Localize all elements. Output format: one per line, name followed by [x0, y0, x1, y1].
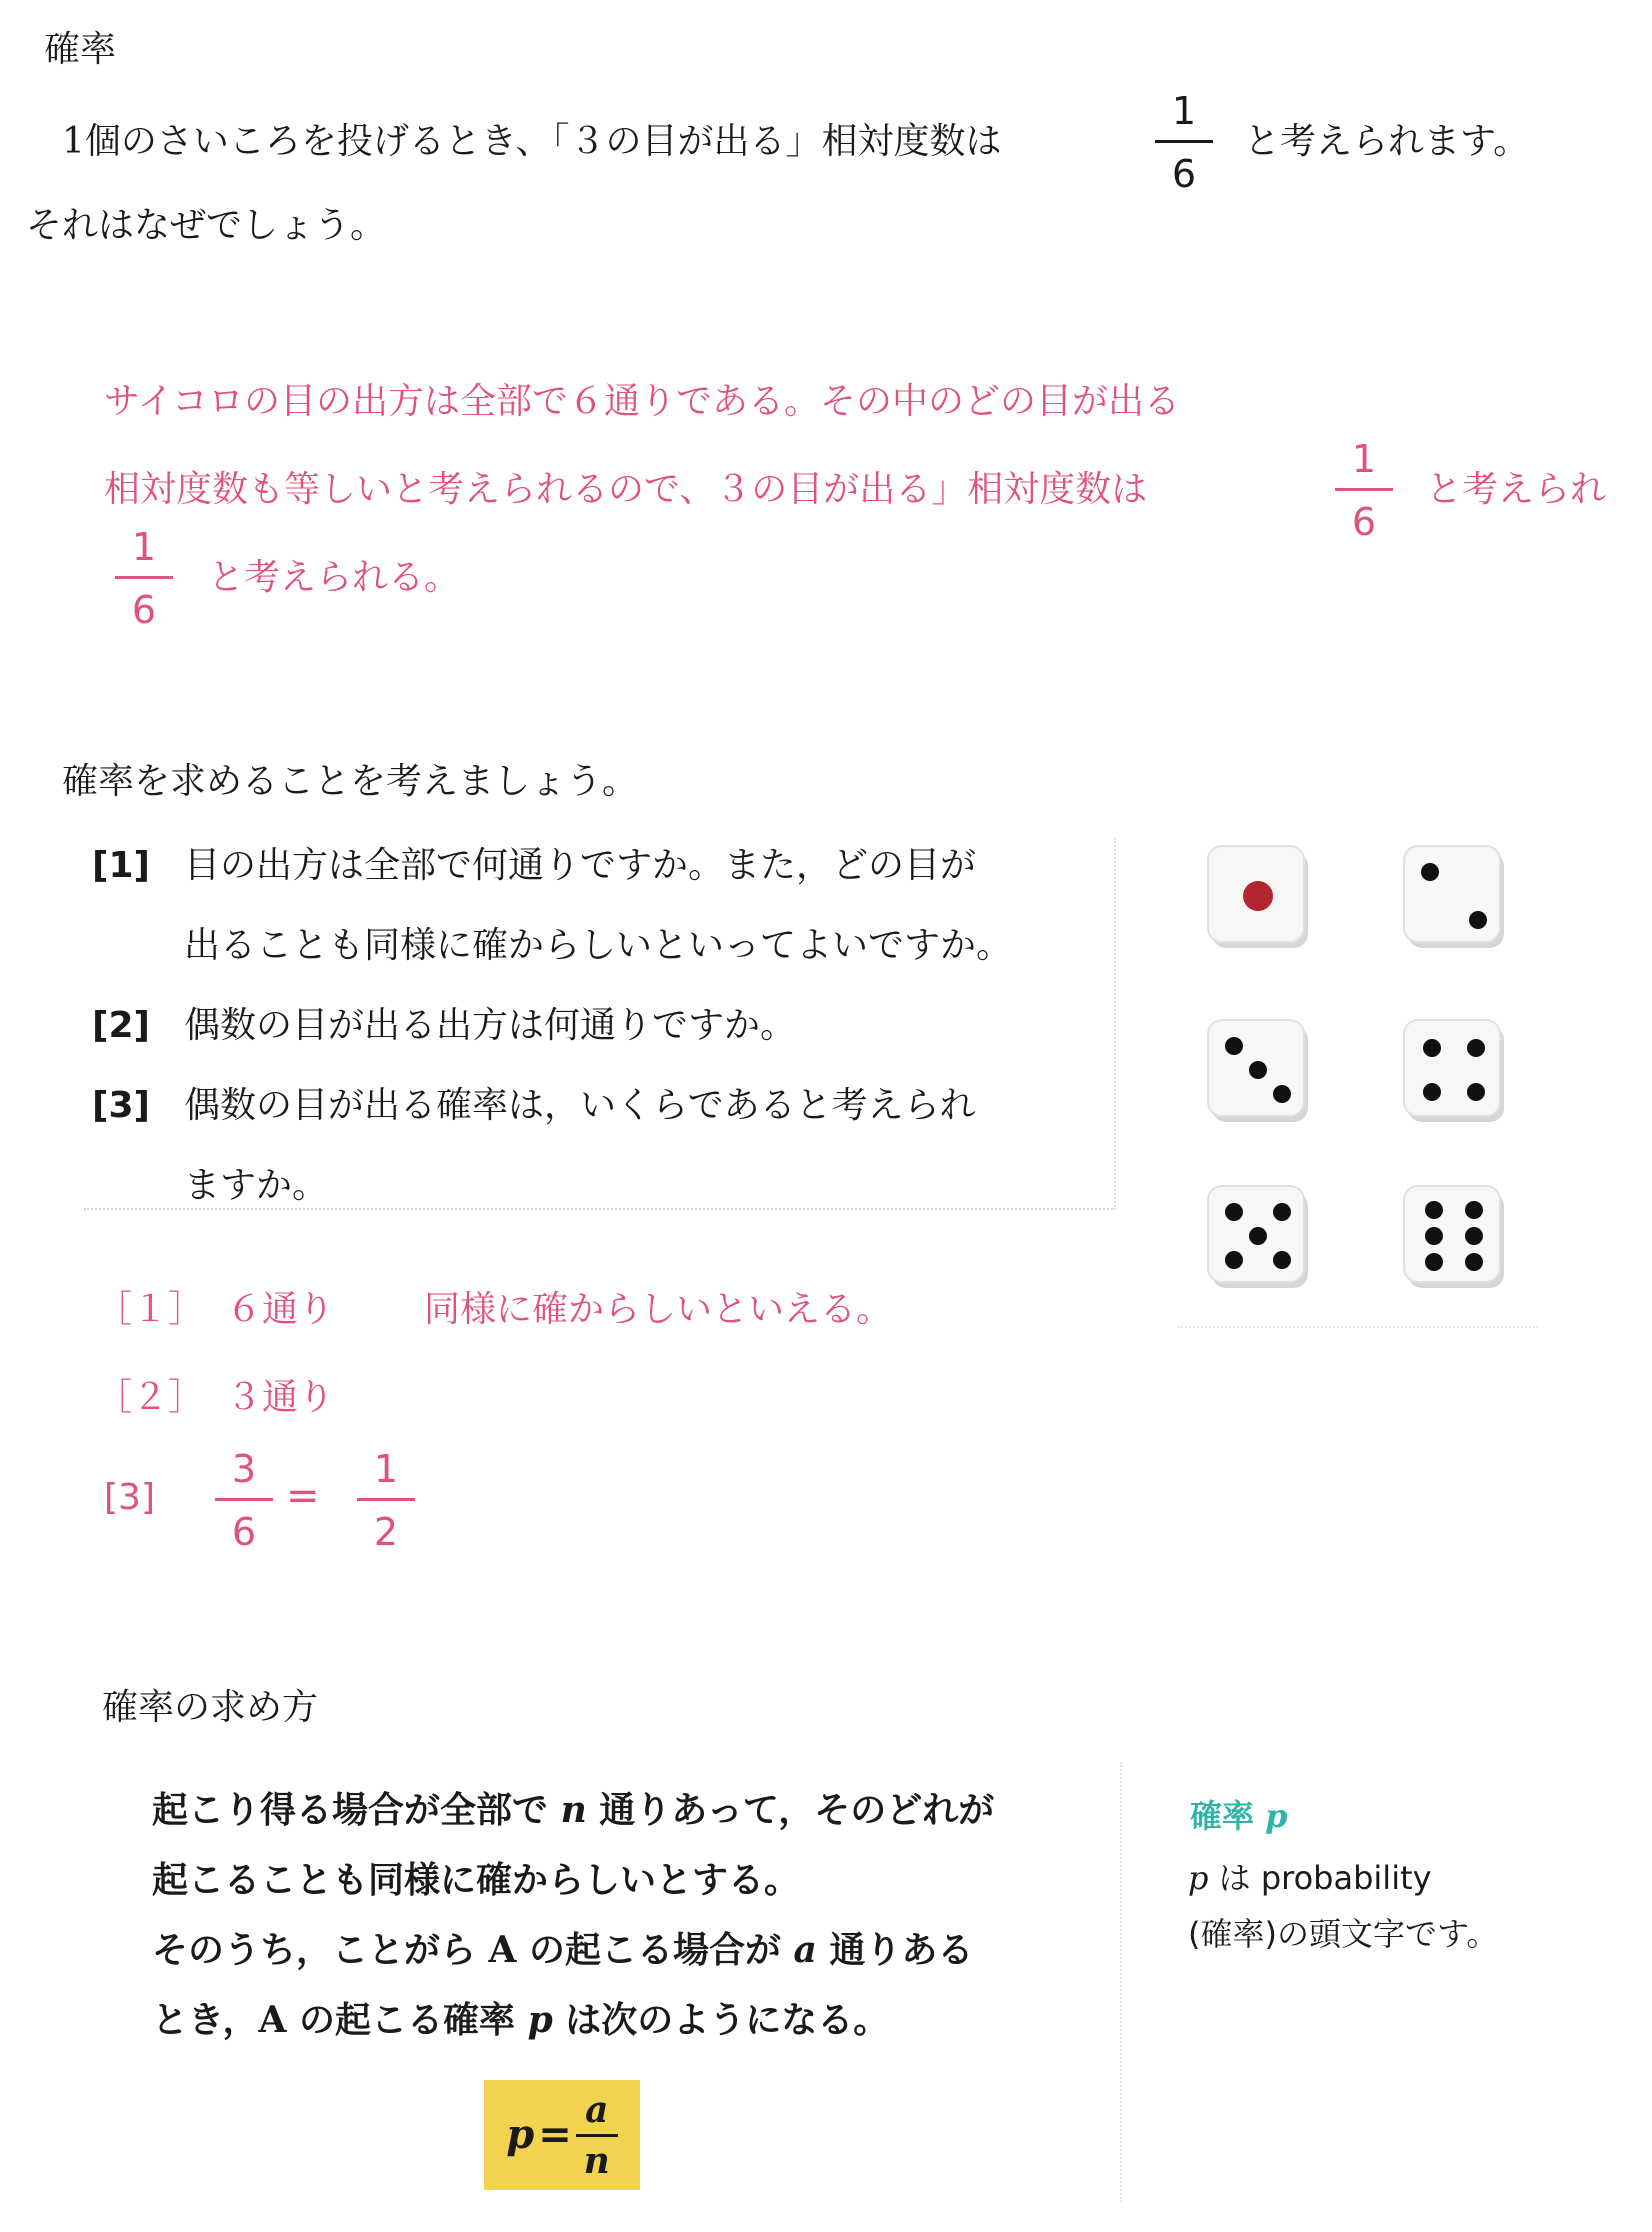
question-1-line-1: 目の出方は全部で何通りですか。また，どの目が — [184, 845, 977, 886]
dice-pip — [1425, 1253, 1443, 1271]
answer-1-note: 同様に確からしいといえる。 — [424, 1289, 893, 1330]
dice-pip — [1465, 1253, 1483, 1271]
side-note-title-text: 確率 — [1190, 1797, 1255, 1835]
answer-number-3: [3] — [104, 1477, 155, 1518]
fraction-bar — [1335, 488, 1393, 491]
dice-pip — [1273, 1251, 1291, 1269]
dice-pip — [1425, 1201, 1443, 1219]
dice-face-3 — [1204, 1016, 1312, 1124]
fraction-numerator: 1 — [373, 1447, 399, 1491]
fraction-numerator: 1 — [1351, 437, 1377, 481]
definition-line-1 — [152, 1789, 995, 1831]
dice-face-5 — [1204, 1182, 1312, 1290]
fraction-denominator: 2 — [373, 1510, 399, 1554]
definition-text: 起こり得る場合が全部で — [152, 1789, 549, 1831]
definition-text: は次のようになる。 — [565, 1999, 890, 2041]
side-note-line-2: (確率)の頭文字です。 — [1188, 1915, 1499, 1953]
dice-pip — [1465, 1227, 1483, 1245]
definition-line-4 — [152, 1999, 890, 2041]
side-note-title — [1190, 1797, 1288, 1835]
fraction-bar — [215, 1498, 273, 1501]
dice-pip — [1225, 1037, 1243, 1055]
section-title-method: 確率の求め方 — [102, 1687, 319, 1728]
answer-3-fraction-one-half — [354, 1447, 418, 1554]
variable-a: a — [793, 1929, 817, 1971]
variable-p: p — [527, 1999, 553, 2041]
section-title-probability: 確率 — [44, 29, 117, 70]
question-number-3: [3] — [92, 1085, 150, 1126]
side-note-text: は probability — [1218, 1859, 1432, 1897]
question-3-line-2: ますか。 — [184, 1165, 329, 1206]
question-2-line-1: 偶数の目が出る出方は何通りですか。 — [184, 1005, 797, 1046]
side-note-var-p: p — [1188, 1859, 1209, 1897]
answer-3-fraction-three-sixths — [212, 1447, 276, 1554]
formula-fraction — [576, 2088, 618, 2182]
dice-pip — [1467, 1083, 1485, 1101]
question-number-2: [2] — [92, 1005, 150, 1046]
fraction-denominator: 6 — [1351, 500, 1377, 544]
formula-equals: = — [538, 2112, 572, 2158]
fraction-numerator: 3 — [231, 1447, 257, 1491]
question-line-2: それはなぜでしょう。 — [26, 205, 387, 246]
definition-text: そのうち，ことがら A の起こる場合が — [152, 1929, 781, 1971]
answer-1-count: ６通り — [226, 1289, 335, 1330]
answer-fraction-one-sixth — [1332, 437, 1396, 544]
dice-face-2 — [1400, 842, 1508, 950]
dice-pip — [1423, 1039, 1441, 1057]
dice-face-6 — [1400, 1182, 1508, 1290]
variable-n: n — [560, 1789, 587, 1831]
question-line-1: 1個のさいころを投げるとき、「３の目が出る」相対度数は — [62, 121, 1002, 162]
dice-face-4 — [1400, 1016, 1508, 1124]
side-note-title-var: p — [1265, 1797, 1288, 1835]
answer-line-2-tail: と考えられ — [1426, 469, 1607, 510]
definition-line-3 — [152, 1929, 974, 1971]
dice-pip — [1273, 1203, 1291, 1221]
dice-pip — [1225, 1203, 1243, 1221]
answer-fraction-one-sixth-2 — [112, 525, 176, 632]
dice-pip — [1421, 863, 1439, 881]
fraction-bar — [115, 576, 173, 579]
answer-number-2: ［２］ — [96, 1377, 205, 1418]
definition-text: 通りある — [829, 1929, 974, 1971]
dice-face-1 — [1204, 842, 1312, 950]
fraction-denominator: 6 — [131, 588, 157, 632]
probability-formula — [484, 2080, 640, 2190]
fraction-bar — [357, 1498, 415, 1501]
fraction-denominator: 6 — [231, 1510, 257, 1554]
dice-pip — [1423, 1083, 1441, 1101]
dice-pip — [1425, 1227, 1443, 1245]
answer-2-count: ３通り — [226, 1377, 335, 1418]
question-3-line-1: 偶数の目が出る確率は，いくらであると考えられ — [184, 1085, 976, 1126]
answer-3-equals: = — [286, 1473, 320, 1519]
dice-pip — [1225, 1251, 1243, 1269]
definition-text: 通りあって，そのどれが — [599, 1789, 995, 1831]
fraction-bar — [576, 2134, 618, 2137]
question-line-1-tail: と考えられます。 — [1244, 121, 1530, 162]
formula-lhs: p — [506, 2111, 535, 2158]
fraction-numerator: 1 — [131, 525, 157, 569]
definition-text: とき，A の起こる確率 — [152, 1999, 516, 2041]
answer-line-2: 相対度数も等しいと考えられるので、３の目が出る」相対度数は — [104, 469, 1148, 510]
dice-panel — [1178, 826, 1538, 1328]
answer-line-1: サイコロの目の出方は全部で６通りである。その中のどの目が出る — [104, 381, 1181, 422]
fraction-numerator: 1 — [1171, 89, 1197, 133]
dice-pip — [1243, 881, 1273, 911]
formula-numerator: a — [585, 2088, 609, 2131]
formula-denominator: n — [583, 2139, 610, 2182]
fraction-bar — [1155, 140, 1213, 143]
fraction-one-sixth — [1152, 89, 1216, 196]
dice-pip — [1273, 1085, 1291, 1103]
question-number-1: [1] — [92, 845, 150, 886]
definition-line-2: 起こることも同様に確からしいとする。 — [152, 1859, 801, 1901]
answer-line-3: と考えられる。 — [208, 557, 461, 598]
dice-pip — [1249, 1061, 1267, 1079]
fraction-denominator: 6 — [1171, 152, 1197, 196]
dice-pip — [1465, 1201, 1483, 1219]
answer-number-1: ［１］ — [96, 1289, 205, 1330]
dice-pip — [1469, 911, 1487, 929]
section-title-exercise: 確率を求めることを考えましょう。 — [62, 761, 639, 802]
question-1-line-2: 出ることも同様に確からしいといってよいですか。 — [184, 925, 1013, 966]
side-note-line-1 — [1188, 1859, 1432, 1897]
dice-pip — [1249, 1227, 1267, 1245]
dice-pip — [1467, 1039, 1485, 1057]
